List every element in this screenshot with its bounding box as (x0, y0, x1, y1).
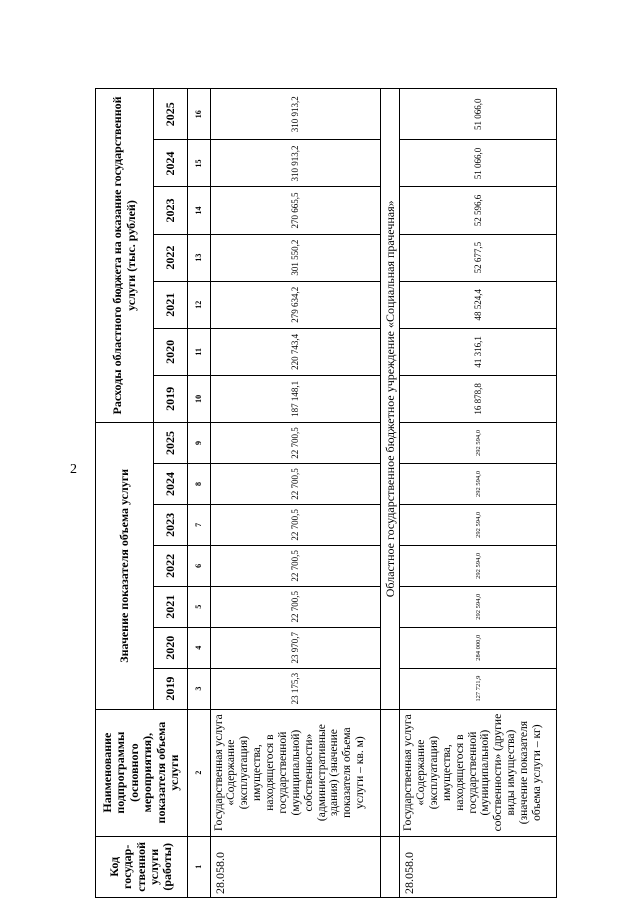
budget-cell: 301 550,2 (210, 234, 381, 281)
column-number: 15 (187, 140, 210, 187)
year-header: 2025 (154, 422, 188, 463)
budget-cell: 51 066,0 (400, 89, 557, 140)
budget-cell: 16 878,8 (400, 375, 557, 422)
year-header: 2022 (154, 545, 188, 586)
year-header: 2021 (154, 281, 188, 328)
column-number: 2 (187, 709, 210, 836)
volume-cell: 22 700,5 (210, 504, 381, 545)
code-header: Код государ-ственной услуги (работы) (96, 836, 188, 897)
column-number: 8 (187, 464, 210, 505)
volume-cell: 292 594,0 (400, 422, 557, 463)
column-number: 3 (187, 668, 210, 709)
column-number: 6 (187, 545, 210, 586)
year-header: 2023 (154, 504, 188, 545)
service-code: 28.058.0 (400, 836, 557, 897)
column-number: 5 (187, 586, 210, 627)
budget-cell: 310 913,2 (210, 140, 381, 187)
section-title: Областное государственное бюджетное учреждение «Социальная прачечная» (381, 89, 400, 710)
budget-cell: 187 148,1 (210, 375, 381, 422)
header-row-1 (96, 89, 154, 898)
table-row (400, 89, 557, 898)
year-header: 2024 (154, 140, 188, 187)
column-number: 1 (187, 836, 210, 897)
year-header: 2024 (154, 464, 188, 505)
budget-cell: 279 634,2 (210, 281, 381, 328)
budget-cell: 48 524,4 (400, 281, 557, 328)
year-header: 2020 (154, 328, 188, 375)
column-number: 16 (187, 89, 210, 140)
year-header: 2021 (154, 586, 188, 627)
volume-cell: 22 700,5 (210, 586, 381, 627)
year-header: 2023 (154, 187, 188, 234)
volume-cell: 292 594,0 (400, 504, 557, 545)
column-number: 14 (187, 187, 210, 234)
year-header: 2019 (154, 668, 188, 709)
column-number: 13 (187, 234, 210, 281)
column-number: 10 (187, 375, 210, 422)
column-number: 11 (187, 328, 210, 375)
year-header: 2025 (154, 89, 188, 140)
table-row (210, 89, 381, 898)
budget-cell: 270 665,5 (210, 187, 381, 234)
volume-cell: 127 721,9 (400, 668, 557, 709)
volume-cell: 23 970,7 (210, 627, 381, 668)
volume-cell: 292 594,0 (400, 464, 557, 505)
budget-cell: 310 913,2 (210, 89, 381, 140)
section-row (381, 89, 400, 898)
volume-cell: 22 700,5 (210, 464, 381, 505)
section-spacer (381, 836, 400, 897)
budget-cell: 220 743,4 (210, 328, 381, 375)
section-spacer (381, 709, 400, 836)
budget-group-header: Расходы областного бюджета на оказание государственной услуги (тыс. рублей) (96, 89, 154, 423)
column-number: 7 (187, 504, 210, 545)
volume-cell: 22 700,5 (210, 545, 381, 586)
rotated-table-wrapper (95, 88, 557, 898)
budget-cell: 41 316,1 (400, 328, 557, 375)
service-name: Государственная услуга «Содержание (эксплуатация) имущества, находящегося в государственной (муниципальной) собственности» (административные здания) (значение показателя объема услуги – кв. м) (210, 709, 381, 836)
volume-cell: 284 000,0 (400, 627, 557, 668)
column-number: 4 (187, 627, 210, 668)
services-table (95, 88, 557, 898)
budget-cell: 52 596,6 (400, 187, 557, 234)
volume-cell: 292 594,0 (400, 586, 557, 627)
volume-cell: 23 175,3 (210, 668, 381, 709)
column-number: 9 (187, 422, 210, 463)
year-header: 2020 (154, 627, 188, 668)
year-header: 2022 (154, 234, 188, 281)
volume-group-header: Значение показателя объема услуги (96, 422, 154, 709)
volume-cell: 292 594,0 (400, 545, 557, 586)
service-code: 28.058.0 (210, 836, 381, 897)
column-number-row (187, 89, 210, 898)
name-header: Наименование подпрограммы (основного мероприятия), показателя объема услуги (96, 709, 188, 836)
column-number: 12 (187, 281, 210, 328)
budget-cell: 51 066,0 (400, 140, 557, 187)
year-header: 2019 (154, 375, 188, 422)
volume-cell: 22 700,5 (210, 422, 381, 463)
page-number: 2 (70, 462, 77, 477)
service-name: Государственная услуга «Содержание (эксплуатация) имущества, находящегося в государственной (муниципальной) собственности» (другие виды имущества) (значение показателя объема услуги – кг) (400, 709, 557, 836)
budget-cell: 52 677,5 (400, 234, 557, 281)
